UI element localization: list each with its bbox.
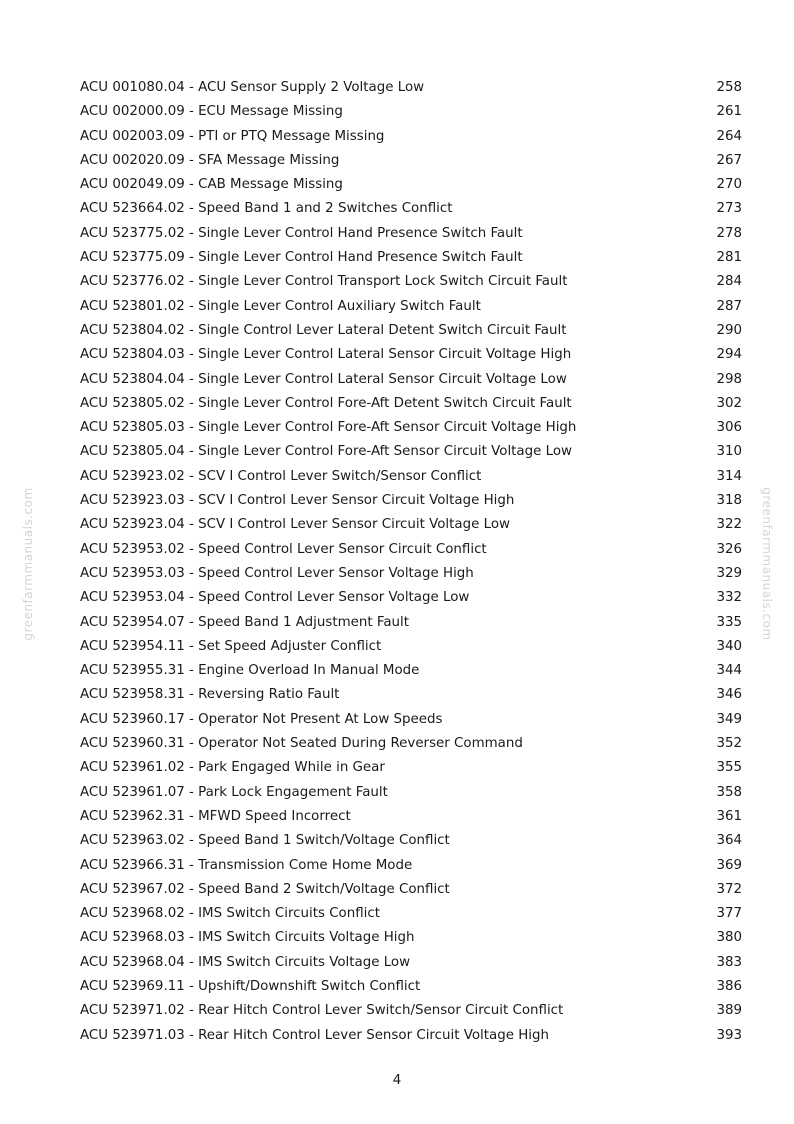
toc-entry-page: 284	[716, 274, 742, 290]
toc-entry[interactable]	[80, 878, 742, 902]
toc-entry[interactable]	[80, 440, 742, 464]
toc-entry-title: ACU 523960.31 - Operator Not Seated During Reverser Command	[80, 736, 523, 752]
toc-entry-title: ACU 523953.03 - Speed Control Lever Sensor Voltage High	[80, 565, 474, 581]
toc-entry-page: 306	[716, 420, 742, 436]
toc-entry[interactable]	[80, 926, 742, 950]
toc-entry-page: 340	[716, 638, 742, 654]
toc-entry[interactable]	[80, 368, 742, 392]
toc-entry[interactable]	[80, 173, 742, 197]
toc-entry-page: 344	[716, 663, 742, 679]
toc-entry-page: 358	[716, 784, 742, 800]
toc-entry[interactable]	[80, 416, 742, 440]
toc-entry-page: 287	[716, 298, 742, 314]
toc-entry[interactable]	[80, 270, 742, 294]
toc-entry-title: ACU 523961.02 - Park Engaged While in Gear	[80, 760, 385, 776]
toc-entry-page: 377	[716, 906, 742, 922]
toc-entry-title: ACU 523971.03 - Rear Hitch Control Lever Sensor Circuit Voltage High	[80, 1027, 549, 1043]
toc-entry-title: ACU 523958.31 - Reversing Ratio Fault	[80, 687, 340, 703]
toc-entry-page: 302	[716, 395, 742, 411]
toc-entry-title: ACU 523967.02 - Speed Band 2 Switch/Voltage Conflict	[80, 881, 450, 897]
toc-entry-page: 383	[716, 954, 742, 970]
toc-entry-title: ACU 523776.02 - Single Lever Control Transport Lock Switch Circuit Fault	[80, 274, 568, 290]
toc-entry[interactable]	[80, 586, 742, 610]
toc-entry-page: 326	[716, 541, 742, 557]
toc-entry[interactable]	[80, 732, 742, 756]
toc-entry-page: 322	[716, 517, 742, 533]
toc-entry-title: ACU 523968.04 - IMS Switch Circuits Voltage Low	[80, 954, 411, 970]
toc-entry-title: ACU 002049.09 - CAB Message Missing	[80, 177, 343, 193]
toc-entry-title: ACU 523923.03 - SCV I Control Lever Sensor Circuit Voltage High	[80, 493, 515, 509]
toc-entry-page: 258	[716, 80, 742, 95]
toc-entry-title: ACU 523962.31 - MFWD Speed Incorrect	[80, 808, 351, 824]
toc-entry-page: 386	[716, 978, 742, 994]
toc-entry-page: 380	[716, 930, 742, 946]
toc-entry-title: ACU 523955.31 - Engine Overload In Manual Mode	[80, 663, 420, 679]
toc-entry-title: ACU 523805.04 - Single Lever Control Fore-Aft Sensor Circuit Voltage Low	[80, 444, 572, 460]
toc-entry-title: ACU 523804.02 - Single Control Lever Lateral Detent Switch Circuit Fault	[80, 322, 567, 338]
toc-entry[interactable]	[80, 76, 742, 100]
watermark-left: greenfarmmanuals.com	[21, 487, 35, 641]
toc-entry-page: 314	[716, 468, 742, 484]
toc-entry-page: 332	[716, 590, 742, 606]
page-number: 4	[392, 1073, 402, 1088]
toc-entry-page: 346	[716, 687, 742, 703]
toc-entry-page: 329	[716, 565, 742, 581]
toc-entry-title: ACU 523775.02 - Single Lever Control Hand Presence Switch Fault	[80, 225, 523, 241]
toc-entry[interactable]	[80, 513, 742, 537]
toc-entry-page: 264	[716, 128, 742, 144]
toc-entry-page: 310	[716, 444, 742, 460]
toc-entry-title: ACU 001080.04 - ACU Sensor Supply 2 Voltage Low	[80, 80, 425, 95]
toc-entry-title: ACU 523968.03 - IMS Switch Circuits Voltage High	[80, 930, 415, 946]
toc-entry[interactable]	[80, 149, 742, 173]
table-of-contents	[80, 76, 742, 1048]
toc-entry-page: 372	[716, 881, 742, 897]
toc-entry-title: ACU 523969.11 - Upshift/Downshift Switch Conflict	[80, 978, 421, 994]
toc-entry-page: 267	[716, 152, 742, 168]
toc-entry[interactable]	[80, 392, 742, 416]
toc-entry-page: 298	[716, 371, 742, 387]
toc-entry-title: ACU 523953.04 - Speed Control Lever Sensor Voltage Low	[80, 590, 470, 606]
toc-entry-title: ACU 523804.04 - Single Lever Control Lateral Sensor Circuit Voltage Low	[80, 371, 567, 387]
toc-entry[interactable]	[80, 708, 742, 732]
toc-entry-page: 369	[716, 857, 742, 873]
toc-entry-title: ACU 523923.02 - SCV I Control Lever Switch/Sensor Conflict	[80, 468, 482, 484]
toc-entry-title: ACU 523805.03 - Single Lever Control Fore-Aft Sensor Circuit Voltage High	[80, 420, 577, 436]
toc-entry-page: 281	[716, 250, 742, 266]
toc-entry-page: 290	[716, 322, 742, 338]
toc-entry-title: ACU 002020.09 - SFA Message Missing	[80, 152, 340, 168]
toc-entry[interactable]	[80, 295, 742, 319]
toc-entry-title: ACU 523804.03 - Single Lever Control Lateral Sensor Circuit Voltage High	[80, 347, 572, 363]
toc-entry[interactable]	[80, 562, 742, 586]
toc-entry-page: 261	[716, 104, 742, 120]
toc-entry-page: 393	[716, 1027, 742, 1043]
toc-entry[interactable]	[80, 197, 742, 221]
toc-entry[interactable]	[80, 635, 742, 659]
toc-entry-page: 364	[716, 833, 742, 849]
toc-entry[interactable]	[80, 683, 742, 707]
toc-entry-page: 273	[716, 201, 742, 217]
toc-entry-title: ACU 523960.17 - Operator Not Present At Low Speeds	[80, 711, 443, 727]
toc-entry-title: ACU 523954.07 - Speed Band 1 Adjustment Fault	[80, 614, 410, 630]
watermark-right: greenfarmmanuals.com	[760, 487, 774, 641]
toc-entry-page: 335	[716, 614, 742, 630]
toc-entry-title: ACU 523805.02 - Single Lever Control Fore-Aft Detent Switch Circuit Fault	[80, 395, 572, 411]
toc-entry[interactable]	[80, 756, 742, 780]
toc-entry-title: ACU 523923.04 - SCV I Control Lever Sensor Circuit Voltage Low	[80, 517, 510, 533]
toc-entry[interactable]	[80, 125, 742, 149]
toc-entry[interactable]	[80, 805, 742, 829]
toc-entry[interactable]	[80, 611, 742, 635]
toc-entry[interactable]	[80, 100, 742, 124]
toc-entry-page: 352	[716, 736, 742, 752]
toc-entry-page: 278	[716, 225, 742, 241]
toc-entry[interactable]	[80, 222, 742, 246]
toc-entry-page: 349	[716, 711, 742, 727]
toc-entry[interactable]	[80, 1024, 742, 1048]
toc-entry-page: 355	[716, 760, 742, 776]
toc-entry-title: ACU 002000.09 - ECU Message Missing	[80, 104, 343, 120]
toc-entry-title: ACU 523968.02 - IMS Switch Circuits Conflict	[80, 906, 381, 922]
toc-entry-title: ACU 523953.02 - Speed Control Lever Sensor Circuit Conflict	[80, 541, 487, 557]
toc-entry-title: ACU 523664.02 - Speed Band 1 and 2 Switches Conflict	[80, 201, 453, 217]
toc-entry[interactable]	[80, 975, 742, 999]
toc-entry-title: ACU 002003.09 - PTI or PTQ Message Missing	[80, 128, 385, 144]
toc-entry[interactable]	[80, 465, 742, 489]
toc-entry-title: ACU 523775.09 - Single Lever Control Hand Presence Switch Fault	[80, 250, 523, 266]
toc-entry-title: ACU 523961.07 - Park Lock Engagement Fault	[80, 784, 388, 800]
toc-entry[interactable]	[80, 781, 742, 805]
toc-entry-page: 318	[716, 493, 742, 509]
toc-entry[interactable]	[80, 999, 742, 1023]
toc-entry-page: 294	[716, 347, 742, 363]
toc-entry-title: ACU 523971.02 - Rear Hitch Control Lever Switch/Sensor Circuit Conflict	[80, 1003, 564, 1019]
toc-entry-page: 389	[716, 1003, 742, 1019]
toc-entry[interactable]	[80, 538, 742, 562]
toc-entry-page: 361	[716, 808, 742, 824]
toc-entry[interactable]	[80, 246, 742, 270]
toc-entry[interactable]	[80, 951, 742, 975]
toc-entry[interactable]	[80, 902, 742, 926]
toc-entry-title: ACU 523801.02 - Single Lever Control Auxiliary Switch Fault	[80, 298, 481, 314]
toc-entry[interactable]	[80, 854, 742, 878]
toc-entry-title: ACU 523954.11 - Set Speed Adjuster Conflict	[80, 638, 382, 654]
toc-entry[interactable]	[80, 659, 742, 683]
toc-entry-title: ACU 523963.02 - Speed Band 1 Switch/Voltage Conflict	[80, 833, 450, 849]
toc-entry[interactable]	[80, 489, 742, 513]
toc-entry[interactable]	[80, 829, 742, 853]
toc-entry[interactable]	[80, 319, 742, 343]
toc-entry-page: 270	[716, 177, 742, 193]
toc-entry-title: ACU 523966.31 - Transmission Come Home Mode	[80, 857, 413, 873]
toc-entry[interactable]	[80, 343, 742, 367]
